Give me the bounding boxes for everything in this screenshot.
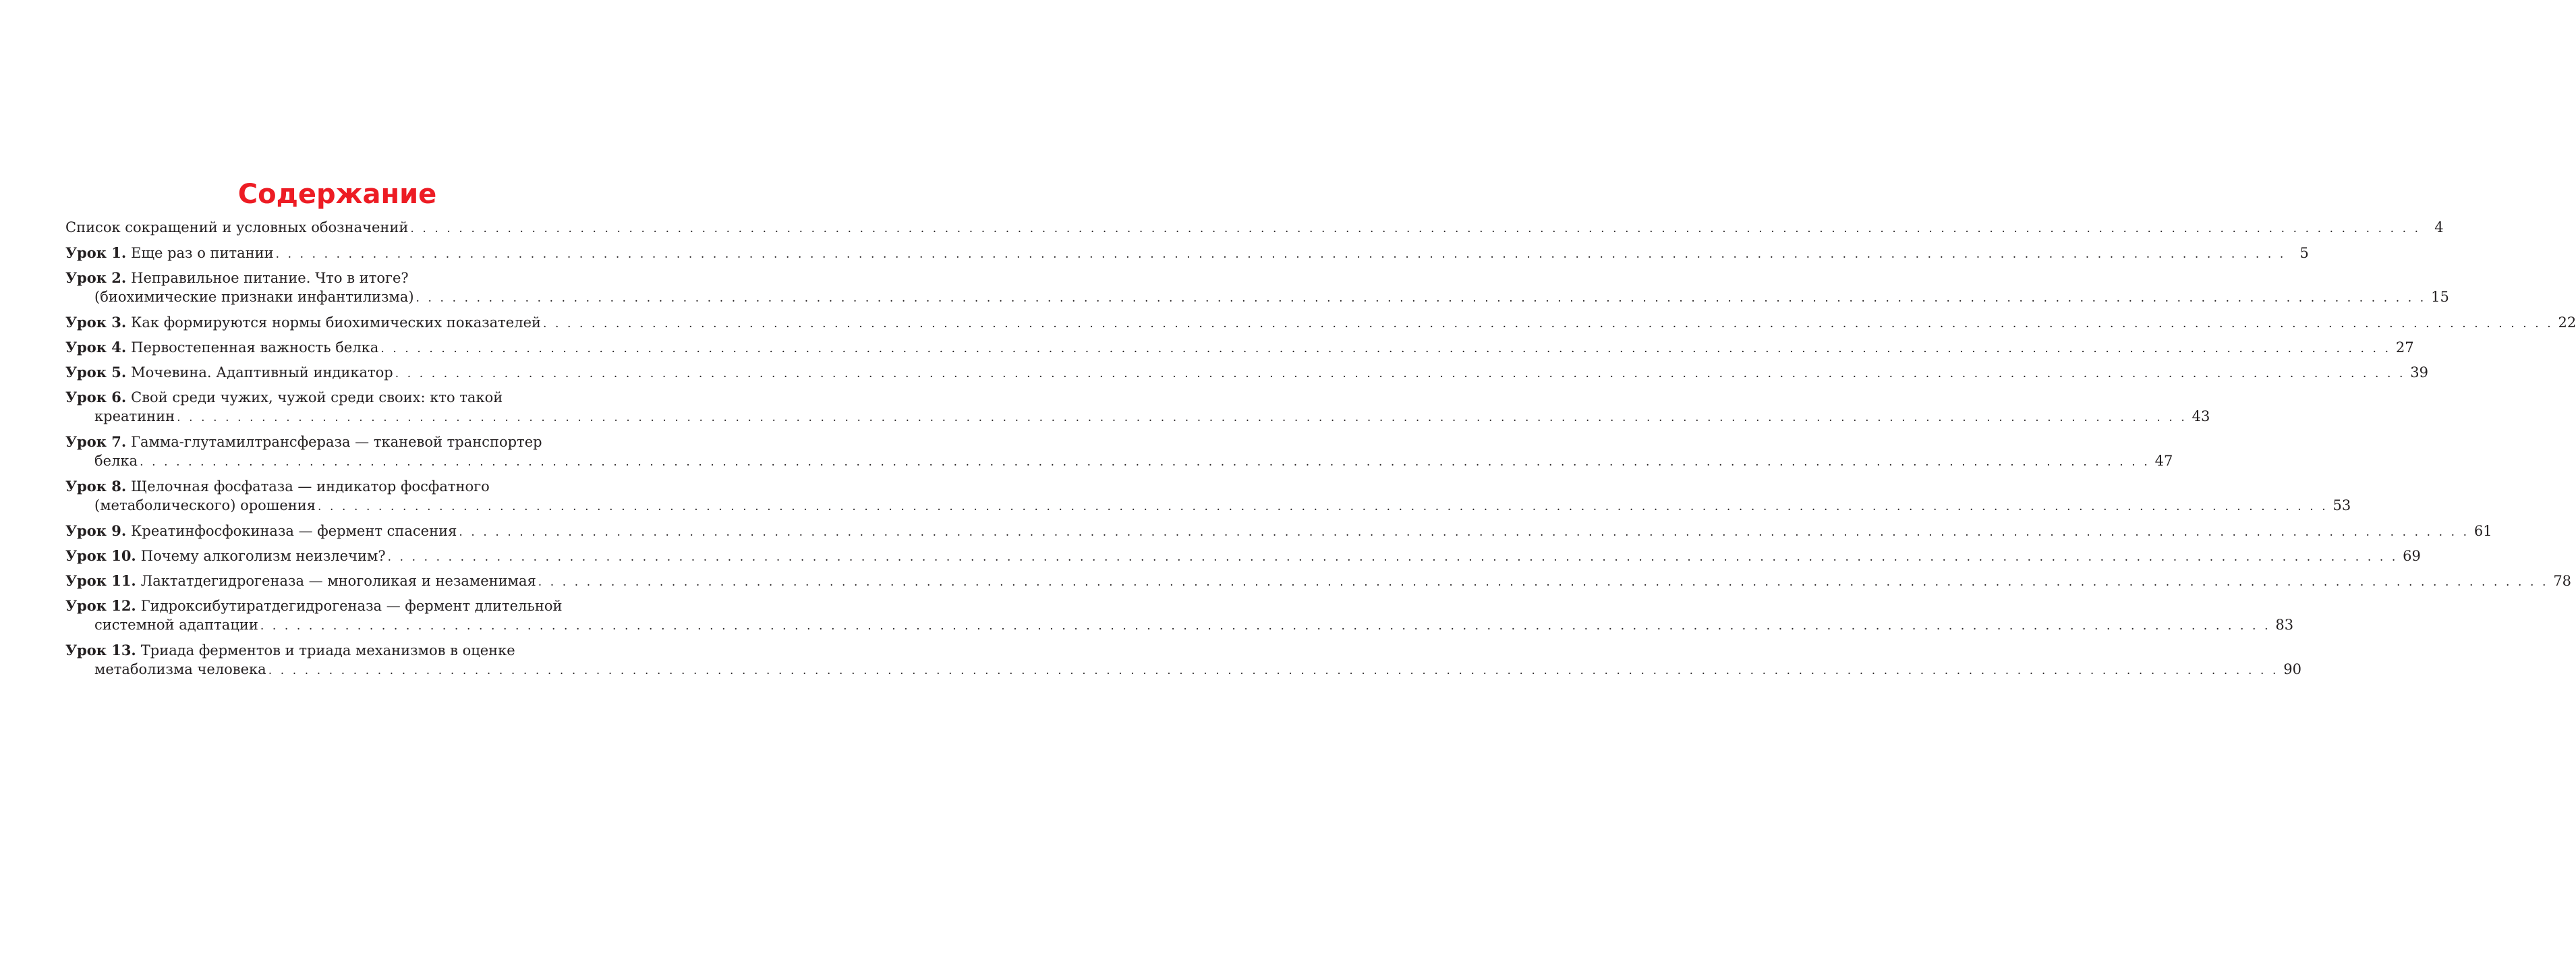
toc-entry-text: Свой среди чужих, чужой среди своих: кто такой [131, 389, 503, 406]
toc-entry-text: Неправильное питание. Что в итоге? [131, 270, 409, 286]
leader-dots [543, 314, 2553, 334]
lesson-label: Урок 12. [65, 597, 136, 614]
toc-entry-lesson-2[interactable] [65, 268, 2449, 307]
page-number: 78 [2553, 573, 2572, 589]
toc-entry-text: Гамма-глутамилтрансфераза — тканевой транспортер [131, 434, 542, 450]
lesson-label: Урок 5. [65, 364, 127, 381]
page-title: Содержание [237, 179, 437, 210]
lesson-label: Урок 11. [65, 572, 136, 589]
page-number: 5 [2299, 245, 2309, 261]
leader-dots [318, 497, 2328, 517]
page-number: 83 [2275, 617, 2294, 633]
toc-entry-lesson-1[interactable] [65, 243, 2309, 262]
page-number: 90 [2283, 661, 2301, 677]
toc-entry-text-continued: системной адаптации [94, 617, 258, 633]
toc-entry-lesson-6[interactable] [65, 387, 2210, 426]
toc-entry-lesson-10[interactable] [65, 546, 2421, 565]
toc-entry-text: Щелочная фосфатаза — индикатор фосфатного [131, 478, 490, 495]
lesson-label: Урок 13. [65, 642, 136, 659]
page-number: 15 [2431, 289, 2449, 305]
leader-dots [459, 523, 2469, 542]
toc-entry-lesson-7[interactable] [65, 432, 2173, 471]
leader-dots [268, 661, 2279, 681]
table-of-contents [65, 218, 2576, 685]
toc-entry-lesson-11[interactable] [65, 571, 2572, 590]
page-number: 43 [2192, 408, 2210, 424]
leader-dots [276, 245, 2286, 264]
page-number: 22 [2558, 314, 2576, 331]
lesson-label: Урок 2. [65, 269, 127, 286]
page-number: 53 [2332, 497, 2351, 513]
toc-entry-text-continued: креатинин [94, 408, 175, 424]
leader-dots [416, 289, 2426, 308]
toc-entry-lesson-3[interactable] [65, 312, 2576, 332]
toc-entry-lesson-5[interactable] [65, 362, 2428, 382]
toc-entry-text: Еще раз о питании [131, 245, 274, 261]
lesson-label: Урок 10. [65, 547, 136, 564]
page-number: 47 [2154, 453, 2173, 469]
lesson-label: Урок 3. [65, 314, 127, 331]
toc-entry-text: Мочевина. Адаптивный индикатор [131, 364, 393, 381]
toc-entry-text: Первостепенная важность белка [131, 339, 379, 356]
toc-entry-text: Креатинфосфокиназа — фермент спасения [131, 523, 457, 539]
leader-dots [410, 219, 2420, 239]
page-number: 69 [2403, 548, 2421, 564]
toc-entry-text: Почему алкоголизм неизлечим? [140, 548, 386, 564]
toc-entry-lesson-9[interactable] [65, 521, 2492, 540]
toc-entry-text: Триада ферментов и триада механизмов в оценке [140, 642, 515, 659]
toc-entry-text-continued: метаболизма человека [94, 661, 266, 677]
leader-dots [380, 339, 2391, 359]
leader-dots [260, 617, 2270, 636]
lesson-label: Урок 4. [65, 339, 127, 356]
toc-entry-text: Список сокращений и условных обозначений [65, 219, 409, 235]
toc-entry-abbreviations[interactable] [65, 218, 2444, 238]
lesson-label: Урок 7. [65, 433, 127, 450]
toc-entry-text-continued: (метаболического) орошения [94, 497, 316, 513]
toc-entry-text-continued: (биохимические признаки инфантилизма) [94, 289, 414, 305]
toc-entry-lesson-8[interactable] [65, 476, 2351, 515]
lesson-label: Урок 6. [65, 389, 127, 406]
page-number: 61 [2473, 523, 2492, 539]
page-number: 4 [2434, 219, 2444, 235]
toc-entry-lesson-4[interactable] [65, 337, 2414, 357]
toc-entry-text: Гидроксибутиратдегидрогеназа — фермент длительной [140, 598, 563, 614]
toc-entry-lesson-12[interactable] [65, 596, 2294, 635]
toc-entry-text: Как формируются нормы биохимических показателей [131, 314, 541, 331]
lesson-label: Урок 1. [65, 244, 127, 261]
page-number: 39 [2410, 364, 2428, 381]
toc-entry-lesson-13[interactable] [65, 640, 2301, 679]
toc-entry-text-continued: белка [94, 453, 138, 469]
leader-dots [538, 573, 2548, 592]
leader-dots [140, 453, 2150, 472]
lesson-label: Урок 9. [65, 522, 127, 539]
toc-entry-text: Лактатдегидрогеназа — многоликая и незаменимая [140, 573, 536, 589]
page-number: 27 [2395, 339, 2414, 356]
leader-dots [395, 364, 2405, 384]
lesson-label: Урок 8. [65, 478, 127, 495]
leader-dots [388, 548, 2398, 567]
leader-dots [177, 408, 2187, 428]
